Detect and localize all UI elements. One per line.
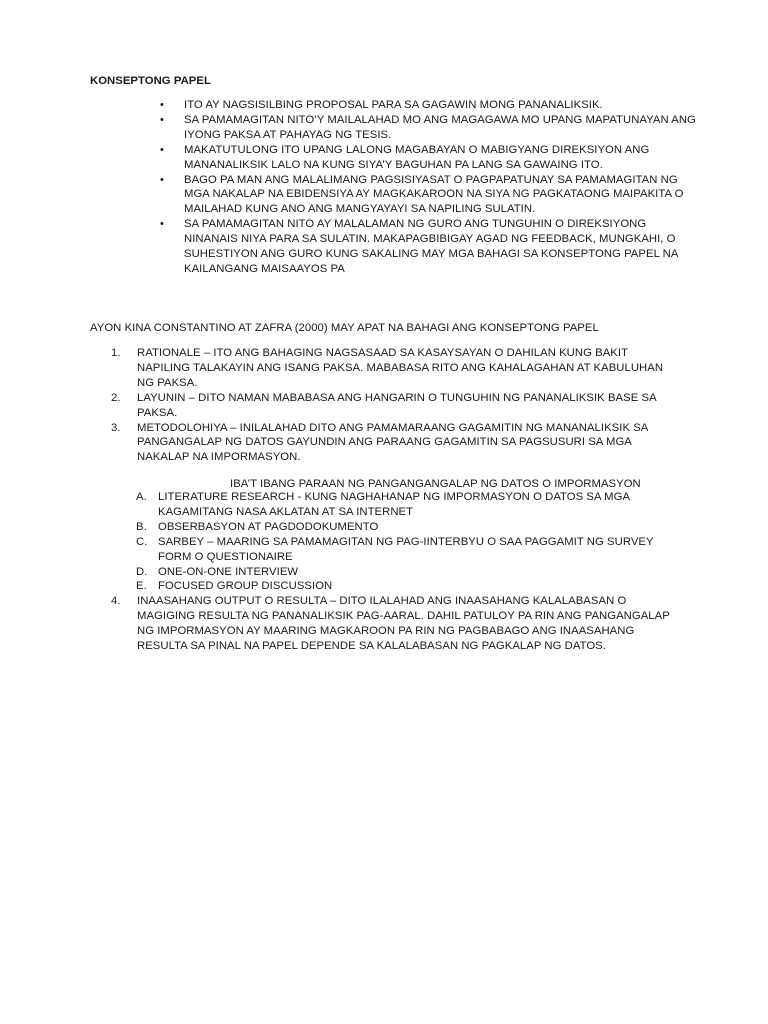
item-text: INAASAHANG OUTPUT O RESULTA – DITO ILALAHAD ANG INAASAHANG KALALABASAN O MAGIGING RESULTA NG PANANALIKSIK PAG-AARAL. DAHIL PATULOY PA RIN ANG PANGANGALAP NG IMPORMASYON AY MAARING MAGKAROON PA RIN NG PAGBABAGO ANG INAASAHANG RESULTA SA PINAL NA PAPEL DEPENDE SA KALALABASAN NG PAGKALAP NG DATOS. [137,595,670,652]
methods-list [136,490,676,594]
bullet-text: ITO AY NAGSISILBING PROPOSAL PARA SA GAGAWIN MONG PANANALIKSIK. [184,99,603,111]
bullet-text: SA PAMAMAGITAN NITO’Y MAILALAHAD MO ANG MAGAGAWA MO UPANG MAPATUNAYAN ANG IYONG PAKSA AT PAHAYAG NG TESIS. [184,113,696,141]
list-item [158,113,698,143]
bullet-text: MAKATUTULONG ITO UPANG LALONG MAGABAYAN O MABIGYANG DIREKSIYON ANG MANANALIKSIK LALO NA KUNG SIYA’Y BAGUHAN PA LANG SA GAWAING ITO. [184,143,650,171]
list-item [158,98,698,113]
bullet-icon: • [160,218,164,231]
item-number: 4. [111,595,121,607]
item-letter: B. [136,520,147,533]
list-item [136,535,676,565]
bullet-text: SA PAMAMAGITAN NITO AY MALALAMAN NG GURO ANG TUNGUHIN O DIREKSIYONG NINANAIS NIYA PARA SA SULATIN. MAKAPAGBIBIGAY AGAD NG FEEDBACK, MUNGKAHI, O SUHESTIYON ANG GURO KUNG SAKALING MAY MGA BAHAGI SA KONSEPTONG PAPEL NA KAILANGANG MAISAAYOS PA [184,218,678,275]
list-item [111,346,681,391]
methods-heading: IBA’T IBANG PARAAN NG PANGANGANGALAP NG DATOS O IMPORMASYON [230,478,641,490]
item-number: 1. [111,347,121,359]
parts-list [111,346,681,465]
list-item [158,173,698,218]
bullet-icon: • [160,113,164,126]
list-item [111,594,681,654]
bullet-icon: • [160,173,164,186]
item-number: 3. [111,421,121,434]
document-title: KONSEPTONG PAPEL [90,75,211,87]
list-item [136,520,676,535]
item-text: LAYUNIN – DITO NAMAN MABABASA ANG HANGARIN O TUNGUHIN NG PANANALIKSIK BASE SA PAKSA. [137,391,657,419]
item-text: SARBEY – MAARING SA PAMAMAGITAN NG PAG-IINTERBYU O SAA PAGGAMIT NG SURVEY FORM O QUESTIONAIRE [158,535,654,563]
item-text: LITERATURE RESEARCH - KUNG NAGHAHANAP NG IMPORMASYON O DATOS SA MGA KAGAMITANG NASA AKLATAN AT SA INTERNET [158,491,630,518]
item-letter: D. [136,565,148,578]
list-item [111,391,681,421]
bullet-icon: • [160,99,164,111]
bullet-icon: • [160,143,164,156]
item-letter: A. [136,491,147,503]
item-letter: E. [136,580,147,593]
item-letter: C. [136,535,148,548]
item-text: METODOLOHIYA – INILALAHAD DITO ANG PAMAMARAANG GAGAMITIN NG MANANALIKSIK SA PANGANGALAP NG DATOS GAYUNDIN ANG PARAANG GAGAMITIN SA PAGSUSURI SA MGA NAKALAP NA IMPORMASYON. [137,421,648,464]
item-text: OBSERBASYON AT PAGDODOKUMENTO [158,520,379,533]
item-text: ONE-ON-ONE INTERVIEW [158,565,299,578]
parts-list-continued [111,594,681,654]
item-text: RATIONALE – ITO ANG BAHAGING NAGSASAAD SA KASAYSAYAN O DAHILAN KUNG BAKIT NAPILING TALAKAYIN ANG ISANG PAKSA. MABABASA RITO ANG KAHALAGAHAN AT KABULUHAN NG PAKSA. [137,347,664,389]
list-item [136,579,676,594]
list-item [158,143,698,173]
list-item [111,421,681,466]
list-item [136,565,676,580]
list-item [158,217,698,277]
item-number: 2. [111,391,121,404]
list-item [136,490,676,520]
bullet-list [158,98,698,277]
bullet-text: BAGO PA MAN ANG MALALIMANG PAGSISIYASAT O PAGPAPATUNAY SA PAMAMAGITAN NG MGA NAKALAP NA EBIDENSIYA AY MAGKAKAROON NA SIYA NG PAGKATAONG MAIPAKITA O MAILAHAD KUNG ANO ANG MANGYAYAYI SA NAPILING SULATIN. [184,173,684,216]
item-text: FOCUSED GROUP DISCUSSION [158,580,333,593]
intro-paragraph: AYON KINA CONSTANTINO AT ZAFRA (2000) MAY APAT NA BAHAGI ANG KONSEPTONG PAPEL [90,322,599,334]
